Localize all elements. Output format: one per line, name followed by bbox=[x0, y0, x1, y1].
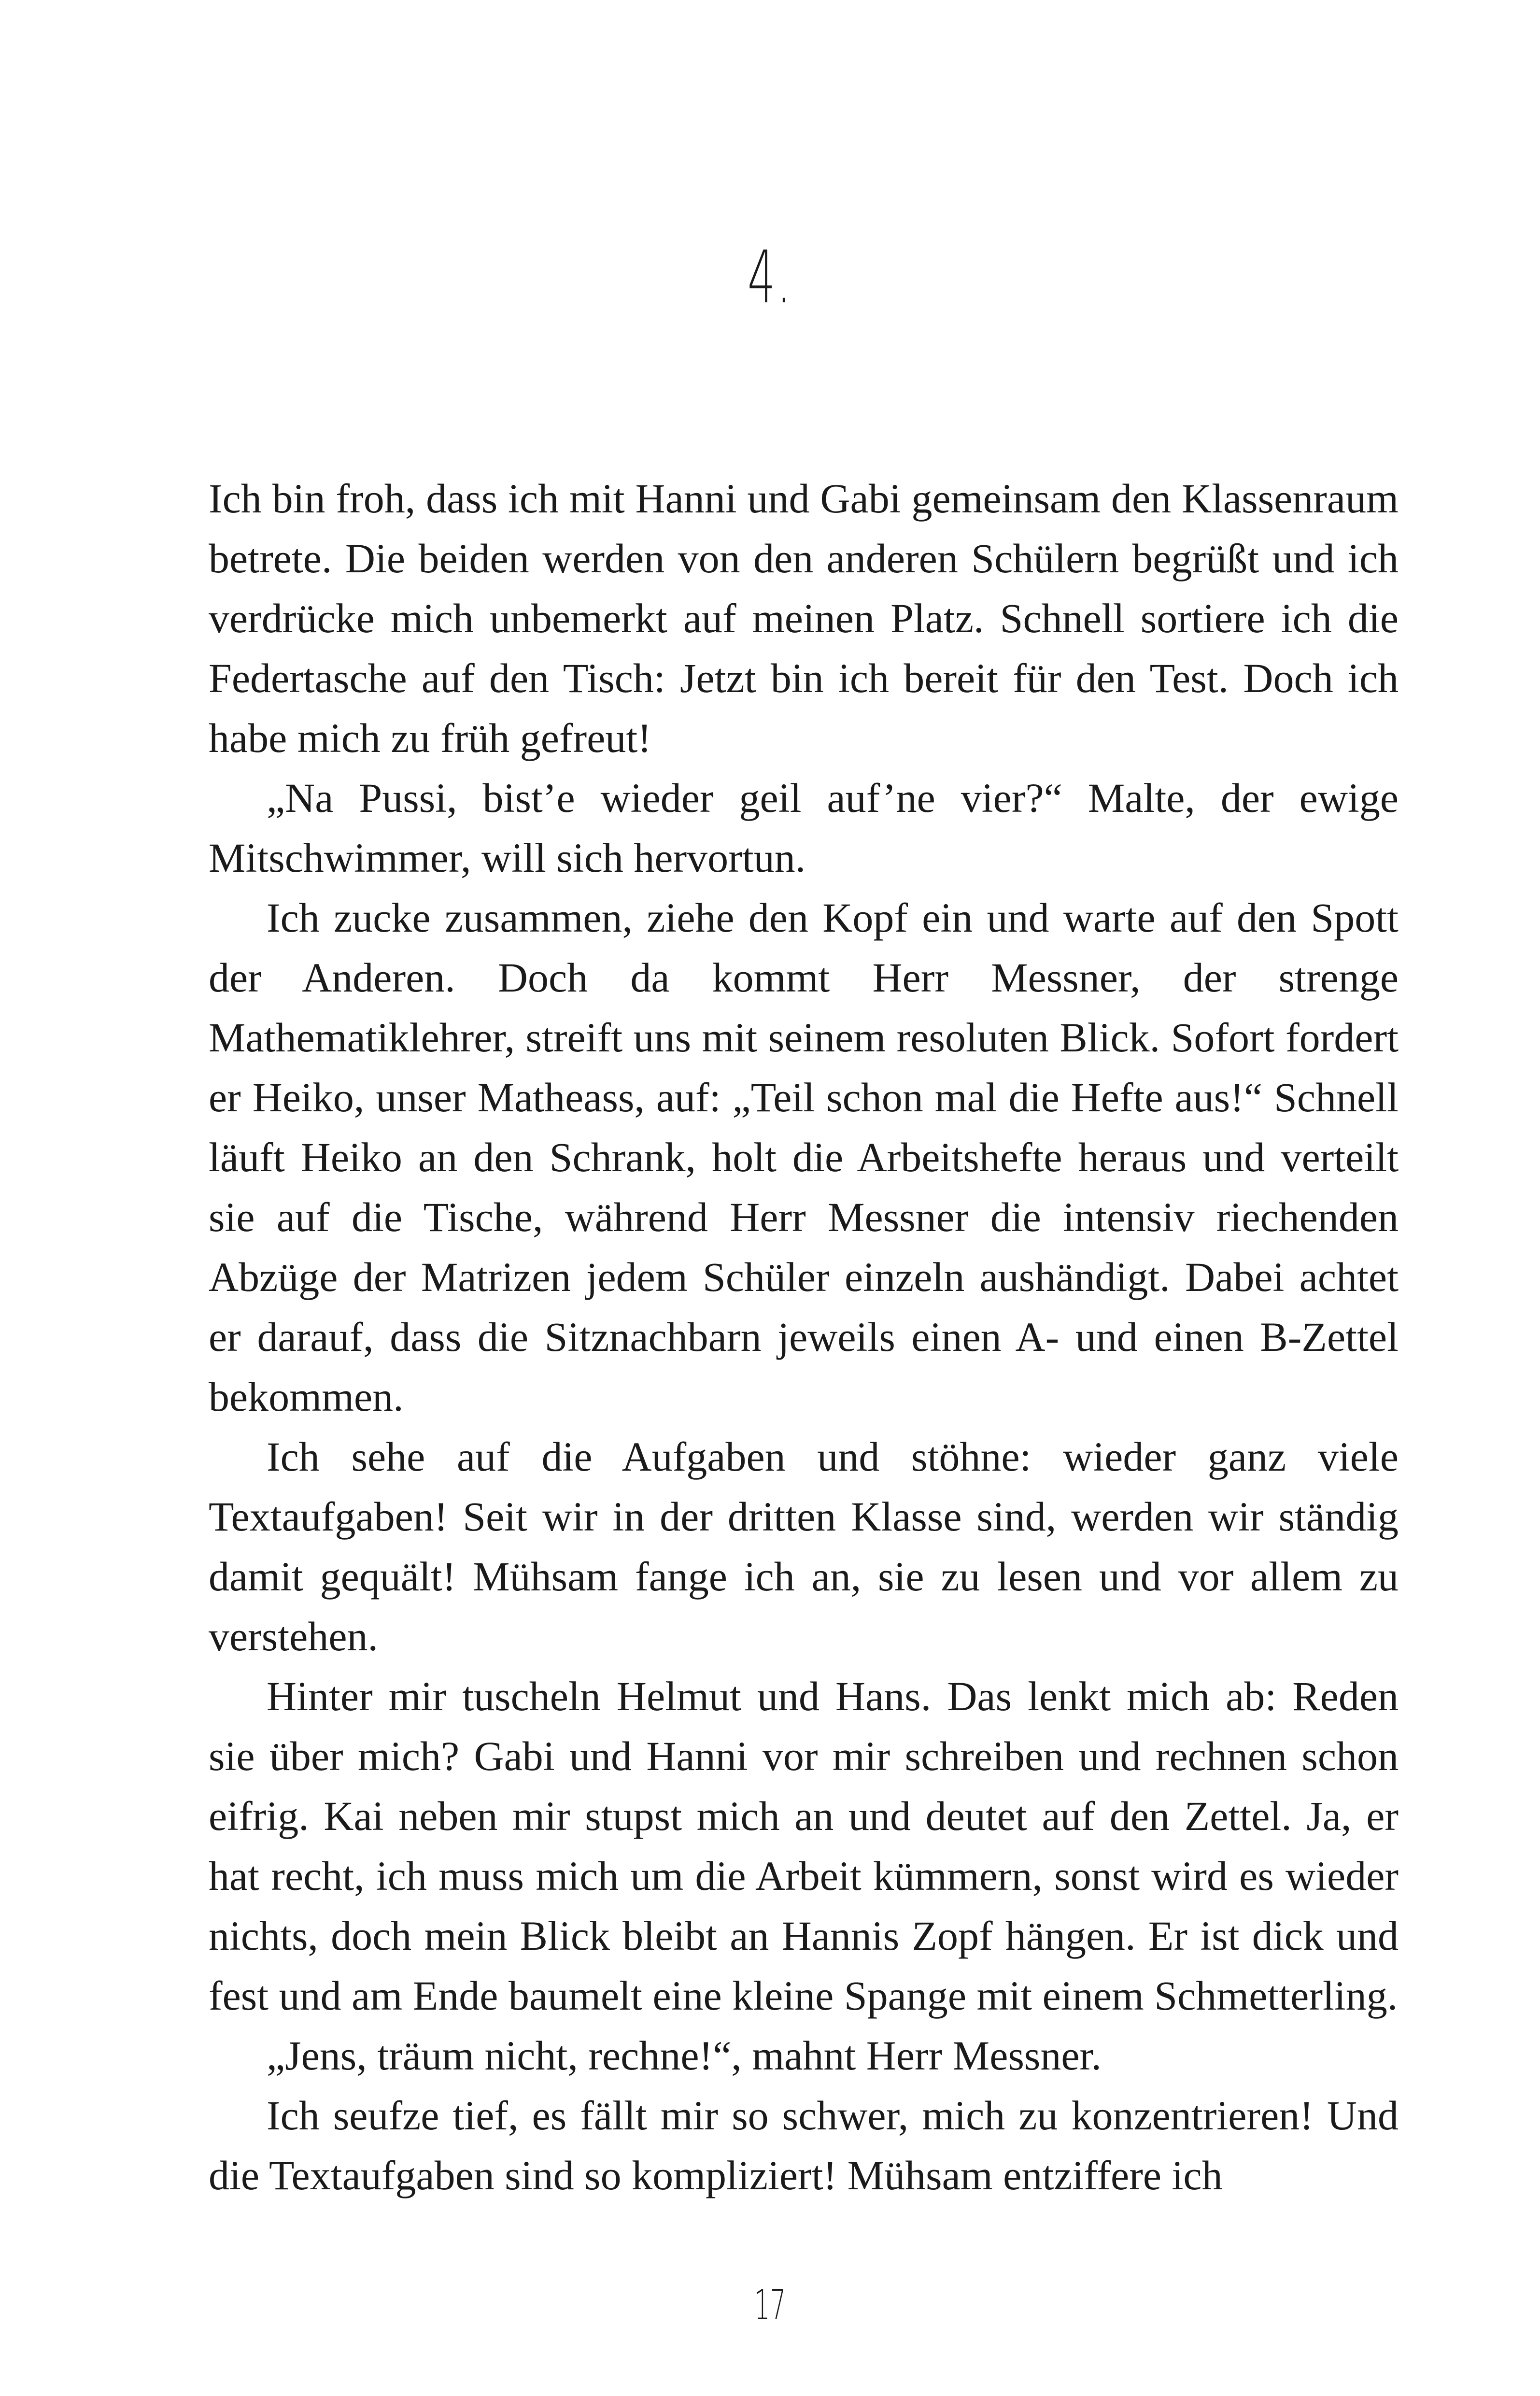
paragraph: „Jens, träum nicht, rechne!“, mahnt Herr Messner. bbox=[267, 2032, 1102, 2079]
paragraph: Hinter mir tuscheln Helmut und Hans. Das lenkt mich ab: Reden sie über mich? Gabi und Hanni vor mir schreiben und rechnen schon eifrig. Kai neben mir stupst mich an und deutet auf den Zettel. Ja, er hat recht, ich muss mich um die Arbeit kümmern, sonst wird es wieder nichts, doch mein Blick bleibt an Hannis Zopf hängen. Er ist dick und fest und am Ende baumelt eine kleine Spange mit einem Schmetterling. bbox=[209, 1673, 1399, 2019]
paragraph: Ich sehe auf die Aufgaben und stöhne: wieder ganz viele Textaufgaben! Seit wir in der dritten Klasse sind, werden wir ständig damit gequält! Mühsam fange ich an, sie zu lesen und vor allem zu verstehen. bbox=[209, 1433, 1399, 1659]
page-number: 17 bbox=[754, 2281, 786, 2329]
paragraph: Ich bin froh, dass ich mit Hanni und Gabi gemeinsam den Klassenraum betrete. Die beiden werden von den anderen Schülern begrüßt und ich verdrücke mich unbemerkt auf meinen Platz. Schnell sortiere ich die Federtasche auf den Tisch: Jetzt bin ich bereit für den Test. Doch ich habe mich zu früh gefreut! bbox=[209, 475, 1399, 761]
paragraph: Ich zucke zusammen, ziehe den Kopf ein und warte auf den Spott der Anderen. Doch da kommt Herr Messner, der strenge Mathematiklehrer, streift uns mit seinem resoluten Blick. Sofort fordert er Heiko, unser Matheass, auf: „Teil schon mal die Hefte aus!“ Schnell läuft Heiko an den Schrank, holt die Arbeitshefte heraus und verteilt sie auf die Tische, während Herr Messner die intensiv riechenden Abzüge der Matrizen jedem Schüler einzeln aushändigt. Dabei achtet er darauf, dass die Sitznachbarn jeweils einen A- und einen B-Zettel bekommen. bbox=[209, 894, 1399, 1420]
body-text bbox=[209, 468, 1399, 2205]
chapter-number: 4. bbox=[747, 236, 793, 320]
paragraph: „Na Pussi, bist’e wieder geil auf’ne vier?“ Malte, der ewige Mitschwimmer, will sich hervortun. bbox=[209, 775, 1399, 881]
paragraph: Ich seufze tief, es fällt mir so schwer, mich zu konzentrieren! Und die Textaufgaben sind so kompliziert! Mühsam entziffere ich bbox=[209, 2092, 1399, 2198]
